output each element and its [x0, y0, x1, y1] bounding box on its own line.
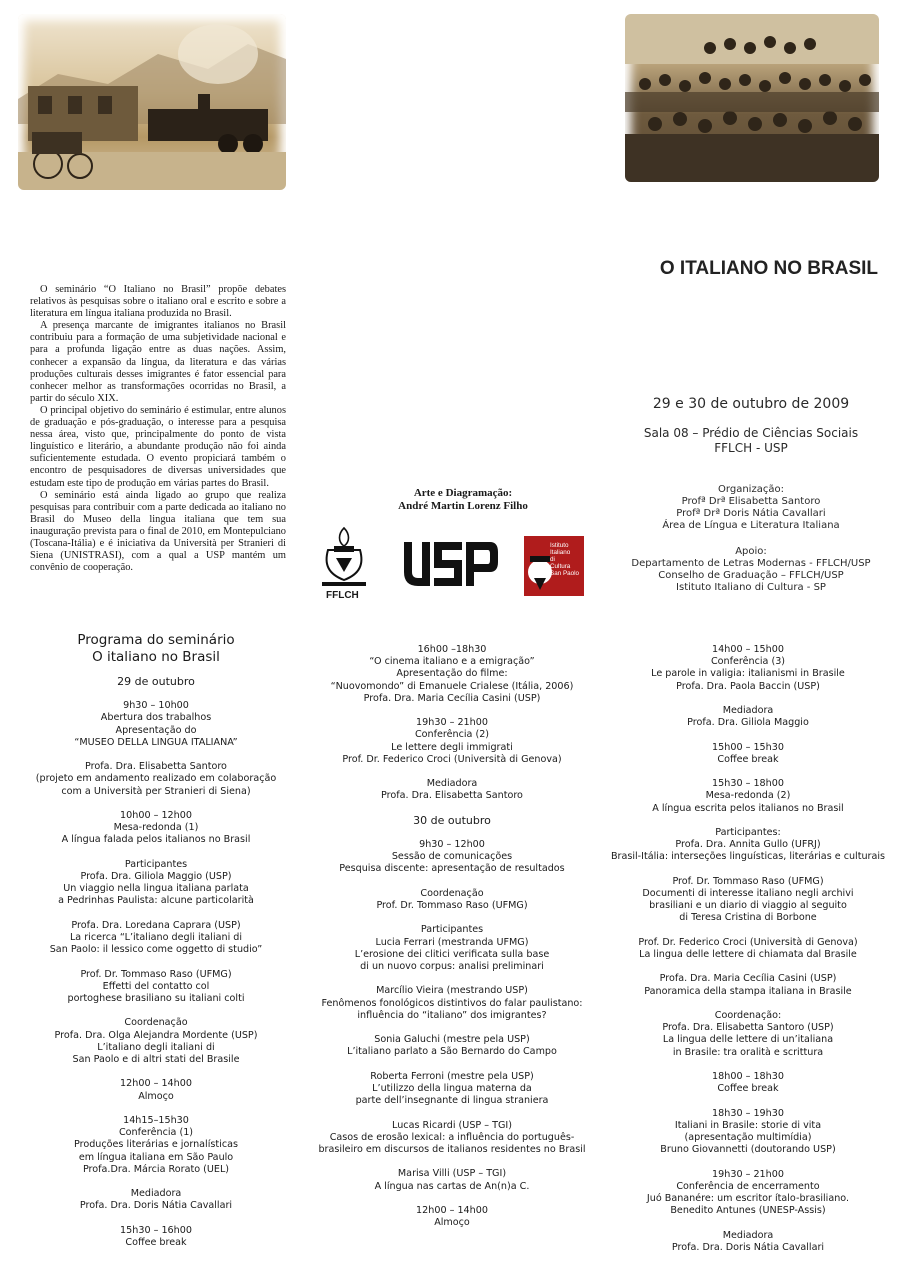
program-line: L’italiano degli italiani di [97, 1041, 215, 1053]
program-item [600, 1071, 896, 1095]
program-column-1 [0, 632, 312, 1261]
program-line: Benedito Antunes (UNESP-Assis) [670, 1205, 826, 1217]
intro-paragraph: O seminário está ainda ligado ao grupo que realiza pesquisas para contribuir com a parte dedicada ao italiano no Brasil do Museo della lingua italiana que tem sua inauguração prevista para o final de 2010, em Montepulciano (Toscana-Itália) e é iniciativa da Università per Stranieri di Siena (UNISTRASI), com a qual a USP mantém um convênio de cooperação. [30, 489, 286, 574]
program-item [0, 810, 312, 847]
program-line: Participantes [124, 858, 188, 870]
program-line: Profa.Dra. Márcia Rorato (UEL) [82, 1163, 230, 1175]
program-item [600, 778, 896, 815]
program-line: Conferência (1) [118, 1127, 194, 1139]
program-line: L’erosione dei clitici verificata sulla base [354, 948, 550, 960]
crowd-photo [625, 14, 879, 182]
program-line: Prof. Dr. Tommaso Raso (UFMG) [672, 875, 824, 887]
program-line: Casos de erosão lexical: a influência do português- [329, 1131, 575, 1143]
program-line: Sonia Galuchi (mestre pela USP) [374, 1034, 530, 1046]
program-line: Prof. Dr. Federico Croci (Università di Genova) [342, 753, 562, 765]
program-item [0, 1017, 312, 1066]
program-line: 19h30 – 21h00 [712, 1168, 784, 1180]
program-item [600, 1169, 896, 1218]
program-line: Profa. Dra. Doris Nátia Cavallari [79, 1200, 233, 1212]
program-line: Un viaggio nella lingua italiana parlata [63, 883, 249, 895]
program-line: 15h30 – 16h00 [120, 1224, 192, 1236]
program-item [600, 742, 896, 766]
program-line: San Paolo: il lessico come oggetto di studio” [49, 944, 263, 956]
program-line: 15h30 – 18h00 [712, 778, 784, 790]
program-line: Le lettere degli immigrati [391, 741, 513, 753]
program-line: Profa. Dra. Olga Alejandra Mordente (USP) [54, 1029, 258, 1041]
program-line: 10h00 – 12h00 [120, 810, 192, 821]
program-line: Coffee break [717, 1083, 779, 1095]
program-line: brasiliani e un diario di viaggio al seguito [649, 900, 847, 912]
program-line: Sessão de comunicações [391, 851, 513, 863]
program-line: Coordenação [124, 1017, 188, 1029]
program-line: San Paolo e di altri stati del Brasile [72, 1054, 240, 1065]
program-item [600, 644, 896, 693]
program-line: a Pedrinhas Paulista: alcune particolarità [58, 895, 254, 907]
program-line: A língua escrita pelos italianos no Brasil [652, 802, 844, 814]
program-item [600, 937, 896, 961]
program-line: 9h30 – 12h00 [419, 839, 485, 850]
program-line: Pesquisa discente: apresentação de resultados [339, 863, 565, 875]
program-line: Conferência de encerramento [676, 1180, 820, 1192]
program-line: 18h00 – 18h30 [712, 1070, 784, 1082]
program-line: influência do “italiano” dos imigrantes? [357, 1009, 547, 1021]
program-line: La lingua delle lettere di un’italiana [662, 1034, 834, 1046]
program-line: Profa. Dra. Giliola Maggio [687, 717, 809, 729]
program-item [600, 973, 896, 997]
program-line: Profa. Dra. Maria Cecília Casini (USP) [363, 692, 541, 704]
program-title: Programa do seminário O italiano no Brasil [77, 632, 235, 665]
program-line: “Nuovomondo” di Emanuele Crialese (Itália, 2006) [330, 680, 574, 692]
program-line: Panoramica della stampa italiana in Brasile [644, 985, 852, 997]
program-line: Conferência (3) [710, 656, 786, 668]
program-item [302, 1071, 602, 1108]
program-line: Prof. Dr. Tommaso Raso (UFMG) [376, 900, 528, 911]
program-item [600, 1108, 896, 1157]
program-line: Profa. Dra. Elisabetta Santoro (USP) [662, 1022, 834, 1034]
program-item [0, 1188, 312, 1212]
credits-label: Arte e Diagramação: [413, 487, 513, 499]
event-date: 29 e 30 de outubro de 2009 [652, 396, 850, 412]
program-line: Mediadora [722, 1229, 774, 1241]
intro-text [30, 284, 286, 574]
program-item [302, 1168, 602, 1192]
program-line: A língua falada pelos italianos no Brasil [61, 834, 251, 846]
iic-logo [524, 536, 584, 596]
program-line: L’italiano parlato a São Bernardo do Campo [347, 1046, 557, 1058]
program-line: brasileiro em discursos de italianos residentes no Brasil [318, 1143, 586, 1155]
program-line: Profa. Dra. Paola Baccin (USP) [676, 680, 820, 692]
fflch-logo [314, 524, 374, 604]
program-blocks [302, 644, 602, 803]
program-line: Profa. Dra. Doris Nátia Cavallari [671, 1241, 825, 1253]
program-item [302, 985, 602, 1022]
iic-text: Istituto Italiano di Cultura San Paolo [550, 542, 580, 577]
program-item [302, 1034, 602, 1058]
program-item [0, 1225, 312, 1249]
program-item [0, 1078, 312, 1102]
program-line: Marcílio Vieira (mestrando USP) [376, 985, 528, 997]
program-line: Apresentação do filme: [396, 668, 508, 680]
program-line: Mediadora [722, 705, 774, 716]
program-item [0, 920, 312, 957]
program-line: parte dell’insegnante di lingua straniera [355, 1095, 549, 1107]
program-line: Coffee break [125, 1236, 187, 1248]
program-line: Bruno Giovannetti (doutorando USP) [660, 1144, 836, 1156]
support: Apoio: Departamento de Letras Modernas - FFLCH/USP Conselho de Graduação – FFLCH/USP Istituto Italiano di Cultura - SP [631, 546, 871, 593]
program-item [302, 924, 602, 973]
program-line: in Brasile: tra oralità e scrittura [672, 1046, 824, 1058]
program-line: 12h00 – 14h00 [120, 1078, 192, 1090]
organization: Organização: Profª Drª Elisabetta Santoro Profª Drª Doris Nátia Cavallari Área de Língua e Literatura Italiana [662, 484, 840, 531]
program-line: Profa. Dra. Elisabetta Santoro [85, 761, 227, 773]
program-line: Abertura dos trabalhos [100, 712, 212, 724]
event-info [610, 396, 892, 594]
train-photo [18, 14, 286, 190]
program-item [302, 644, 602, 705]
program-line: Almoço [434, 1217, 470, 1229]
program-line: com a Università per Stranieri di Siena) [61, 785, 251, 797]
program-item [600, 827, 896, 864]
day-heading: 29 de outubro [117, 675, 195, 688]
document-title: O ITALIANO NO BRASIL [659, 258, 878, 279]
program-column-2 [302, 644, 602, 1242]
program-line: Effetti del contatto col [102, 980, 210, 992]
program-line: Brasil-Itália: interseções linguísticas, literárias e culturais [610, 851, 886, 863]
program-line: 18h30 – 19h30 [712, 1107, 784, 1119]
program-line: Marisa Villi (USP – TGI) [397, 1168, 507, 1180]
program-item [600, 1010, 896, 1059]
program-item [600, 705, 896, 729]
program-line: Prof. Dr. Tommaso Raso (UFMG) [80, 968, 232, 980]
program-line: 9h30 – 10h00 [123, 700, 189, 712]
program-line: 14h00 – 15h00 [712, 644, 784, 655]
program-line: Participantes: [715, 826, 781, 838]
program-line: Coordenação: [714, 1009, 782, 1021]
program-line: (apresentação multimídia) [684, 1131, 812, 1143]
program-line: Profa. Dra. Maria Cecília Casini (USP) [659, 973, 837, 985]
program-line: Lucia Ferrari (mestranda UFMG) [375, 936, 529, 948]
program-line: Documenti di interesse italiano negli archivi [642, 887, 854, 899]
program-item [302, 839, 602, 876]
program-line: La lingua delle lettere di chiamata dal Brasile [639, 948, 857, 960]
program-item [0, 969, 312, 1006]
program-item [0, 859, 312, 908]
credits-name: André Martin Lorenz Filho [398, 500, 528, 512]
program-line: Profa. Dra. Loredana Caprara (USP) [71, 919, 241, 931]
program-line: Profa. Dra. Elisabetta Santoro [381, 790, 523, 802]
program-line: L’utilizzo della lingua materna da [372, 1082, 532, 1094]
program-line: Lucas Ricardi (USP – TGI) [392, 1119, 512, 1131]
program-line: A língua nas cartas de An(n)a C. [374, 1180, 530, 1192]
day-heading: 30 de outubro [413, 813, 491, 827]
program-blocks [0, 700, 312, 1249]
program-line: Conferência (2) [414, 729, 490, 741]
program-item [302, 717, 602, 766]
intro-paragraph: O seminário “O Italiano no Brasil” propõe debates relativos às pesquisas sobre o italiano oral e escrito e sobre a literatura em língua italiana produzida no Brasil. [30, 284, 286, 320]
program-line: “O cinema italiano e a emigração” [369, 656, 535, 668]
program-line: 15h00 – 15h30 [712, 741, 784, 753]
program-line: Mesa-redonda (1) [113, 822, 199, 834]
program-blocks [600, 644, 896, 1254]
program-item [0, 700, 312, 749]
event-room: Sala 08 – Prédio de Ciências Sociais FFLCH - USP [643, 426, 859, 455]
intro-paragraph: O principal objetivo do seminário é estimular, entre alunos de graduação e pós-graduação, o interesse para a pesquisa nessa área, visto que, principalmente do ponto de vista linguístico e literário, a abundante produção não foi ainda suficientemente estudada. O evento propiciará também o encontro de pesquisadores de diversas universidades que estudam este tipo de produção em várias partes do Brasil. [30, 404, 286, 489]
program-line: Profa. Dra. Giliola Maggio (USP) [80, 871, 232, 882]
program-item [302, 778, 602, 802]
program-line: 16h00 –18h30 [417, 644, 487, 655]
fflch-label: FFLCH [326, 590, 359, 601]
program-item [600, 876, 896, 925]
program-item [0, 761, 312, 798]
program-line: Fenômenos fonológicos distintivos do falar paulistano: [321, 997, 583, 1009]
program-line: portoghese brasiliano su italiani colti [67, 993, 245, 1004]
program-line: Participantes [420, 924, 484, 936]
program-line: 12h00 – 14h00 [416, 1204, 488, 1216]
program-item [302, 1205, 602, 1229]
program-line: 14h15–15h30 [123, 1114, 189, 1126]
program-line: Italiani in Brasile: storie di vita [674, 1119, 822, 1131]
program-line: Mesa-redonda (2) [705, 790, 791, 802]
program-item [302, 1120, 602, 1157]
program-line: “MUSEO DELLA LINGUA ITALIANA” [74, 736, 238, 748]
program-line: di un nuovo corpus: analisi preliminari [360, 961, 544, 972]
program-column-3 [600, 644, 896, 1266]
usp-logo [400, 540, 500, 588]
program-line: Roberta Ferroni (mestre pela USP) [370, 1070, 534, 1082]
program-line: 19h30 – 21h00 [416, 717, 488, 729]
intro-paragraph: A presença marcante de imigrantes italianos no Brasil contribuiu para a formação de uma subjetividade nacional e para a profunda ligação entre as duas nações. Assim, conhecer a expansão da língua, da literatura e das várias produções culturais desses imigrantes é fator essencial para conhecer melhor as transformações ocorridas no Brasil, a partir do século XIX. [30, 320, 286, 404]
program-line: (projeto em andamento realizado em colaboração [35, 773, 277, 785]
program-line: Almoço [138, 1090, 174, 1102]
program-blocks [302, 839, 602, 1229]
program-line: di Teresa Cristina di Borbone [679, 912, 817, 924]
program-line: Prof. Dr. Federico Croci (Università di Genova) [638, 936, 858, 948]
program-line: em língua italiana em São Paulo [78, 1151, 234, 1163]
program-line: Profa. Dra. Annita Gullo (UFRJ) [675, 839, 821, 851]
program-line: Coordenação [420, 887, 484, 899]
program-line: Mediadora [426, 778, 478, 790]
program-item [0, 1115, 312, 1176]
program-line: Apresentação do [115, 724, 197, 736]
logos [314, 524, 594, 606]
program-item [600, 1230, 896, 1254]
program-line: Coffee break [717, 753, 779, 765]
program-item [302, 888, 602, 912]
program-line: Le parole in valigia: italianismi in Brasile [651, 668, 845, 680]
credits [358, 487, 568, 513]
program-line: La ricerca “L’italiano degli italiani di [69, 932, 243, 943]
program-line: Mediadora [130, 1188, 182, 1200]
program-line: Juó Bananére: um escritor ítalo-brasiliano. [646, 1192, 850, 1204]
program-line: Produções literárias e jornalísticas [74, 1139, 238, 1151]
